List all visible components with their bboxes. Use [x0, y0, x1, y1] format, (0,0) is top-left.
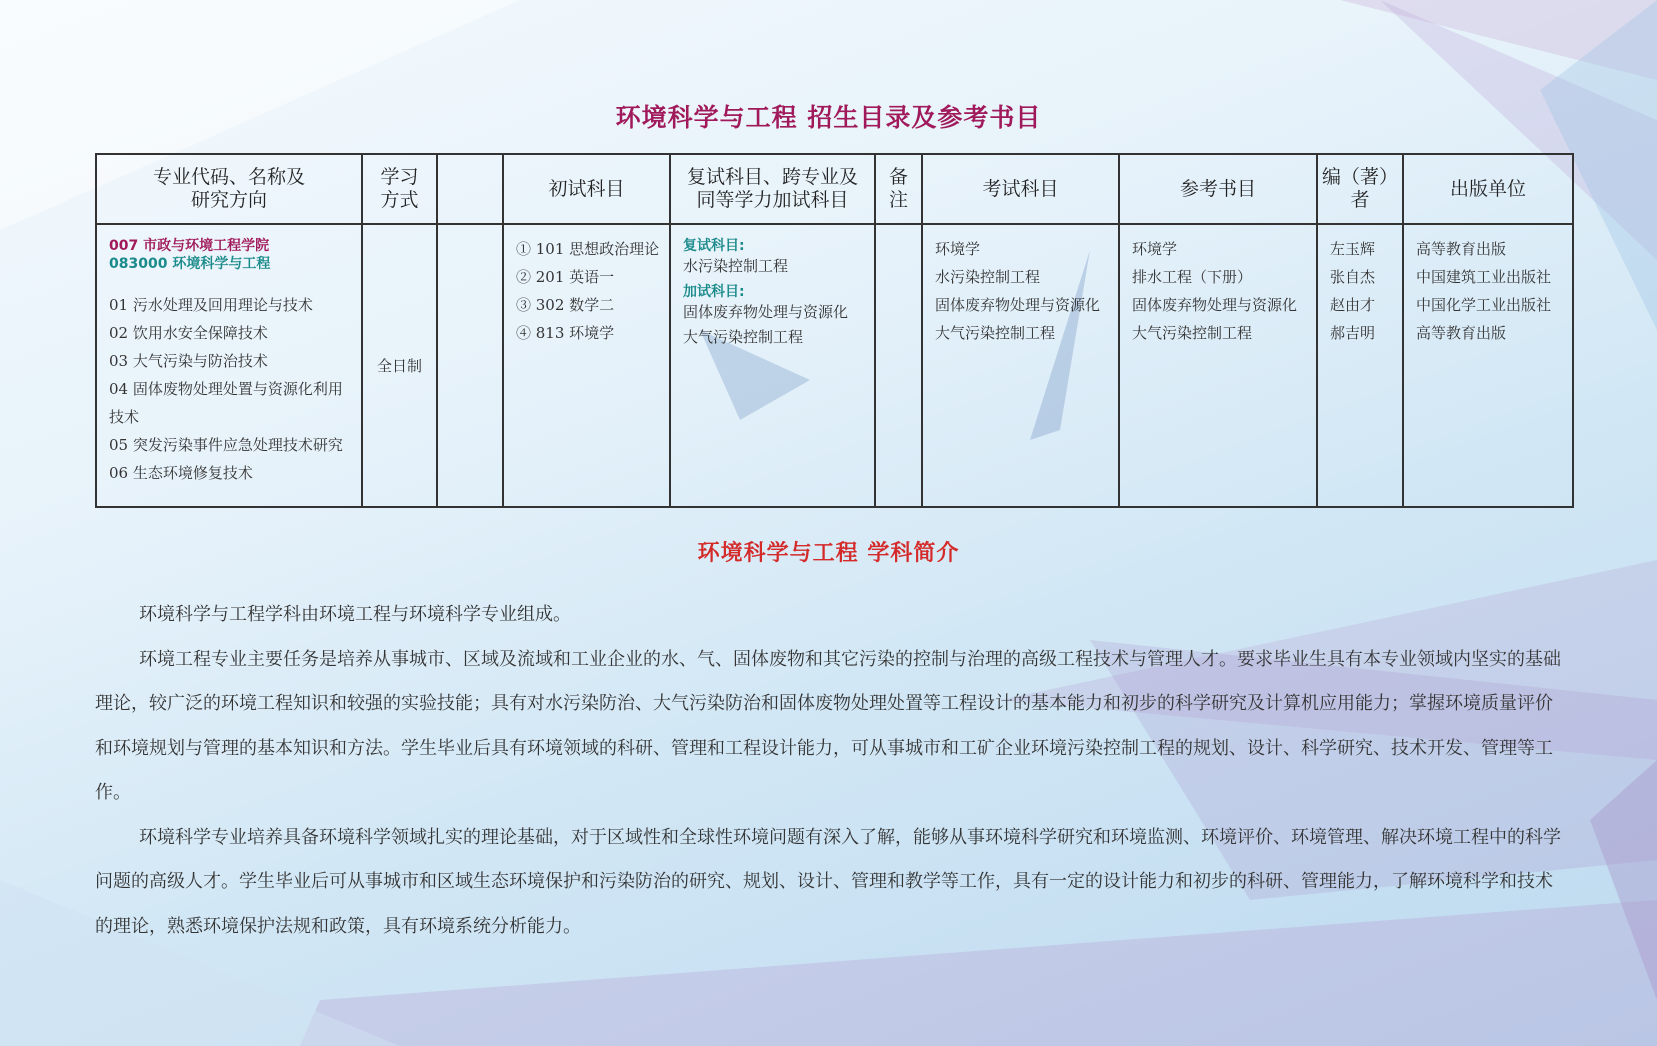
header-remarks: 备 注 — [875, 154, 922, 224]
header-author: 编（著） 者 — [1317, 154, 1403, 224]
remarks-cell — [875, 224, 922, 507]
retest-subject: 水污染控制工程 — [683, 257, 789, 275]
exam-subject-item: 大气污染控制工程 — [935, 324, 1056, 342]
reference-books-cell — [1119, 224, 1317, 507]
study-mode-cell — [362, 224, 437, 507]
direction-item: 02 饮用水安全保障技术 — [109, 324, 268, 342]
study-mode-value: 全日制 — [376, 357, 422, 375]
publisher-item: 高等教育出版 — [1416, 324, 1507, 342]
direction-item: 06 生态环境修复技术 — [109, 464, 253, 482]
intro-body — [95, 593, 1565, 949]
author-item: 赵由才 — [1330, 296, 1376, 314]
direction-item: 03 大气污染与防治技术 — [109, 352, 268, 370]
initial-exam-item: ② 201 英语一 — [516, 268, 615, 286]
initial-exam-cell — [503, 224, 670, 507]
initial-exam-item: ④ 813 环境学 — [516, 324, 615, 342]
intro-paragraph: 环境工程专业主要任务是培养从事城市、区域及流域和工业企业的水、气、固体废物和其它污染的控制与治理的高级工程技术与管理人才。要求毕业生具有本专业领域内坚实的基础理论，较广泛的环境工程知识和较强的实验技能；具有对水污染防治、大气污染防治和固体废物处理处置等工程设计的基本能力和初步的科学研究及计算机应用能力；掌握环境质量评价和环境规划与管理的基本知识和方法。学生毕业后具有环境领域的科研、管理和工程设计能力，可从事城市和工矿企业环境污染控制工程的规划、设计、科学研究、技术开发、管理等工作。 — [95, 648, 1561, 803]
intro-paragraph: 环境科学与工程学科由环境工程与环境科学专业组成。 — [139, 604, 571, 625]
header-study-mode: 学习 方式 — [362, 154, 437, 224]
additional-label: 加试科目: — [683, 284, 745, 300]
exam-subject-item: 水污染控制工程 — [935, 268, 1041, 286]
admission-catalog-table — [95, 153, 1574, 508]
header-retest: 复试科目、跨专业及 同等学力加试科目 — [670, 154, 875, 224]
retest-label: 复试科目: — [683, 238, 745, 254]
major-cell — [96, 224, 362, 507]
table-row — [96, 224, 1573, 507]
intro-paragraph: 环境科学专业培养具备环境科学领域扎实的理论基础，对于区域性和全球性环境问题有深入了解，能够从事环境科学研究和环境监测、环境评价、环境管理、解决环境工程中的科学问题的高级人才。学生毕业后可从事城市和区域生态环境保护和污染防治的研究、规划、设计、管理和教学等工作，具有一定的设计能力和初步的科研、管理能力，了解环境科学和技术的理论，熟悉环境保护法规和政策，具有环境系统分析能力。 — [95, 826, 1561, 937]
direction-item: 04 固体废物处理处置与资源化利用技术 — [109, 380, 343, 426]
intro-title: 环境科学与工程 学科简介 — [697, 540, 960, 566]
exam-subject-cell — [922, 224, 1119, 507]
header-major: 专业代码、名称及 研究方向 — [96, 154, 362, 224]
reference-book-item: 大气污染控制工程 — [1132, 324, 1253, 342]
author-item: 郝吉明 — [1330, 324, 1376, 342]
reference-book-item: 环境学 — [1132, 240, 1178, 258]
initial-exam-item: ① 101 思想政治理论 — [516, 240, 660, 258]
header-exam-subject: 考试科目 — [922, 154, 1119, 224]
additional-subject: 固体废弃物处理与资源化 — [683, 303, 849, 321]
header-publisher: 出版单位 — [1403, 154, 1573, 224]
catalog-title: 环境科学与工程 招生目录及参考书目 — [615, 103, 1042, 132]
department-name: 007 市政与环境工程学院 — [109, 238, 270, 254]
publisher-item: 高等教育出版 — [1416, 240, 1507, 258]
additional-subject: 大气污染控制工程 — [683, 328, 804, 346]
direction-item: 05 突发污染事件应急处理技术研究 — [109, 436, 343, 454]
initial-exam-item: ③ 302 数学二 — [516, 296, 615, 314]
table-header-row — [96, 154, 1573, 224]
author-cell — [1317, 224, 1403, 507]
header-reference-books: 参考书目 — [1119, 154, 1317, 224]
exam-subject-item: 环境学 — [935, 240, 981, 258]
reference-book-item: 排水工程（下册） — [1132, 268, 1253, 286]
publisher-cell — [1403, 224, 1573, 507]
header-initial-exam: 初试科目 — [503, 154, 670, 224]
author-item: 张自杰 — [1330, 268, 1376, 286]
author-item: 左玉辉 — [1330, 240, 1376, 258]
major-code-name: 083000 环境科学与工程 — [109, 256, 271, 272]
reference-book-item: 固体废弃物处理与资源化 — [1132, 296, 1298, 314]
publisher-item: 中国化学工业出版社 — [1416, 296, 1552, 314]
blank-cell — [437, 224, 503, 507]
header-blank — [437, 154, 503, 224]
direction-item: 01 污水处理及回用理论与技术 — [109, 296, 313, 314]
exam-subject-item: 固体废弃物处理与资源化 — [935, 296, 1101, 314]
publisher-item: 中国建筑工业出版社 — [1416, 268, 1552, 286]
retest-cell — [670, 224, 875, 507]
